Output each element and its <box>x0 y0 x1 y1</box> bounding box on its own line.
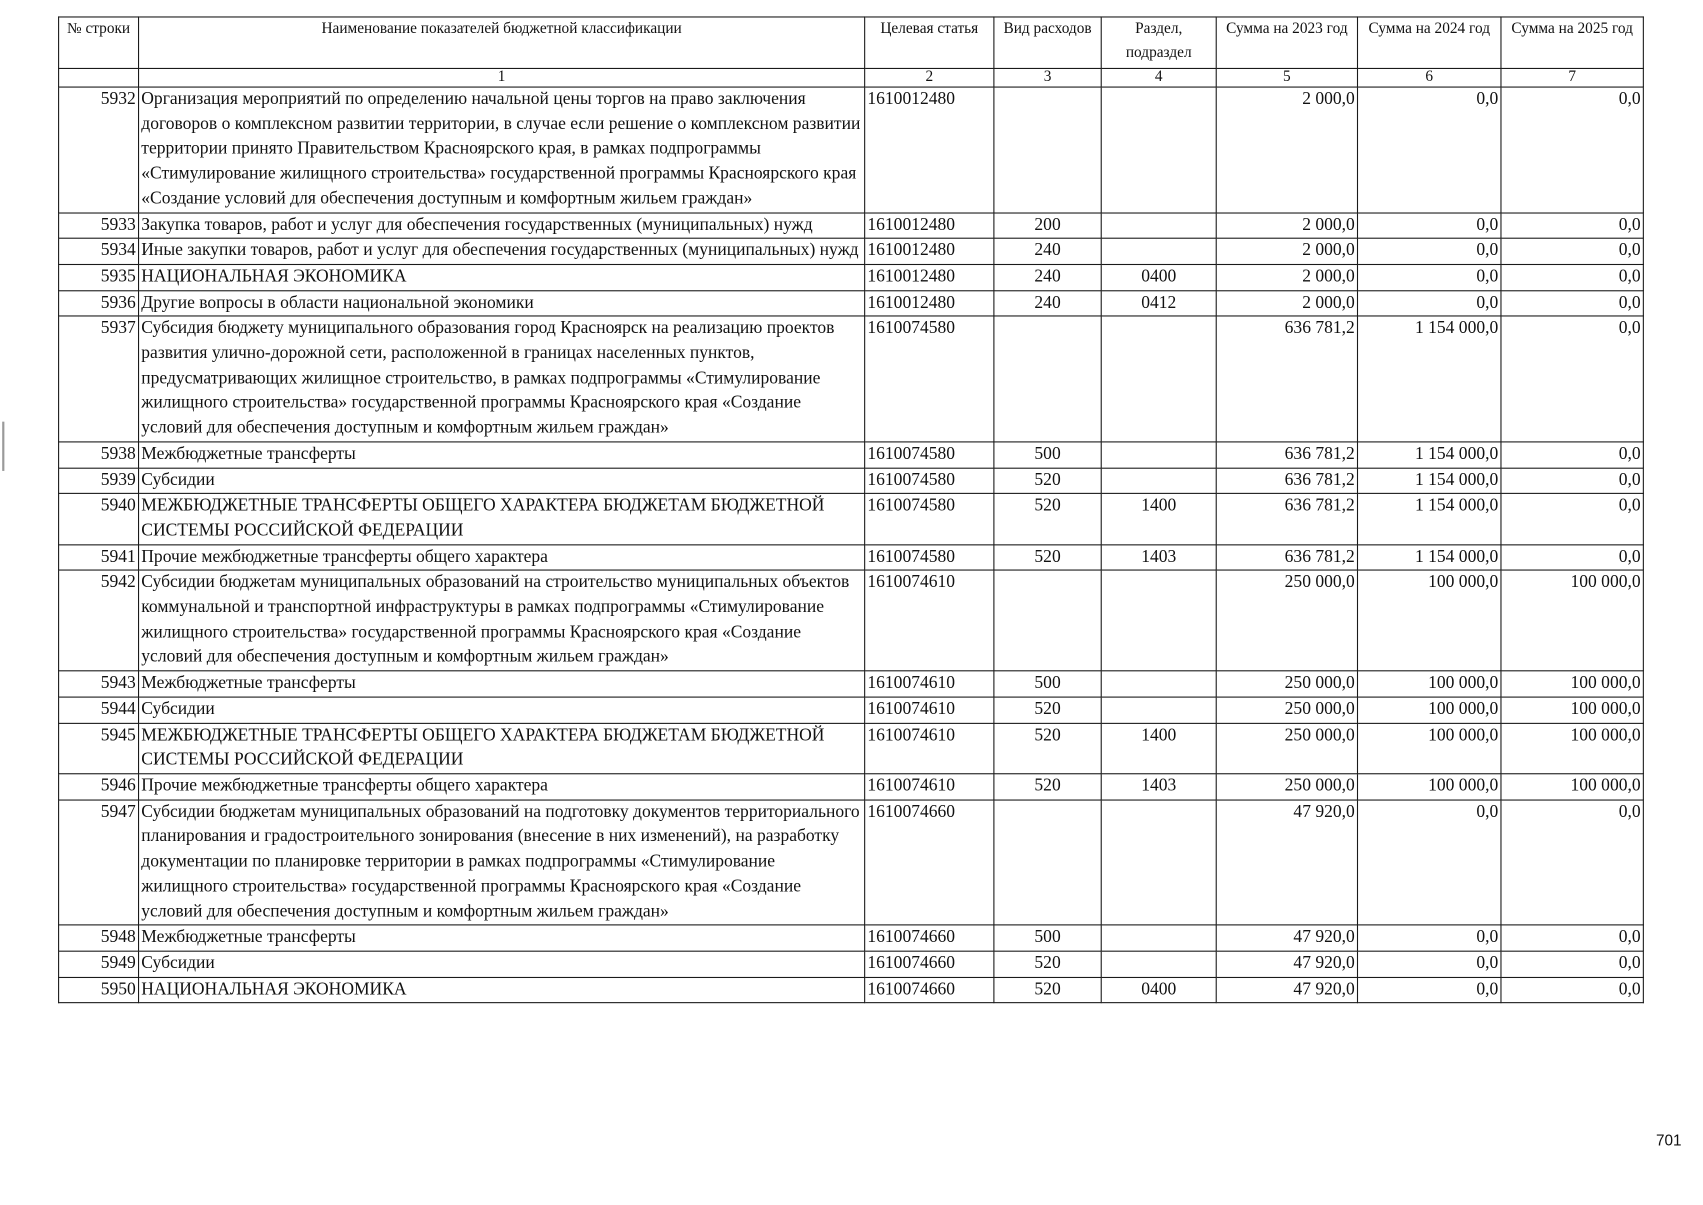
target-article-cell: 1610074660 <box>865 977 994 1003</box>
indicator-name-cell: Субсидии <box>139 951 865 977</box>
sum-2025-cell: 0,0 <box>1501 544 1643 570</box>
table-row <box>59 774 1644 800</box>
expense-type-cell: 240 <box>994 264 1101 290</box>
section-cell <box>1101 800 1216 925</box>
row-number-cell: 5944 <box>59 697 139 723</box>
sum-2025-cell: 0,0 <box>1501 290 1643 316</box>
header-sum-2023: Сумма на 2023 год <box>1216 17 1357 68</box>
sum-2024-cell: 100 000,0 <box>1358 697 1501 723</box>
expense-type-cell <box>994 800 1101 925</box>
table-row <box>59 723 1644 774</box>
row-number-cell: 5947 <box>59 800 139 925</box>
column-number-row <box>59 68 1644 87</box>
table-row <box>59 671 1644 697</box>
sum-2023-cell: 2 000,0 <box>1216 238 1357 264</box>
expense-type-cell: 520 <box>994 977 1101 1003</box>
indicator-name-cell: НАЦИОНАЛЬНАЯ ЭКОНОМИКА <box>139 264 865 290</box>
sum-2023-cell: 2 000,0 <box>1216 264 1357 290</box>
column-number-cell: 2 <box>865 68 994 87</box>
sum-2025-cell: 0,0 <box>1501 951 1643 977</box>
sum-2023-cell: 47 920,0 <box>1216 977 1357 1003</box>
sum-2025-cell: 0,0 <box>1501 977 1643 1003</box>
section-cell: 0412 <box>1101 290 1216 316</box>
table-row <box>59 925 1644 951</box>
target-article-cell: 1610074580 <box>865 316 994 441</box>
row-number-cell: 5932 <box>59 87 139 212</box>
sum-2024-cell: 0,0 <box>1358 951 1501 977</box>
target-article-cell: 1610074610 <box>865 697 994 723</box>
sum-2024-cell: 1 154 000,0 <box>1358 316 1501 441</box>
header-expense-type: Вид расходов <box>994 17 1101 68</box>
target-article-cell: 1610012480 <box>865 264 994 290</box>
indicator-name-cell: Субсидии <box>139 468 865 494</box>
sum-2024-cell: 0,0 <box>1358 212 1501 238</box>
sum-2023-cell: 47 920,0 <box>1216 800 1357 925</box>
section-cell <box>1101 316 1216 441</box>
section-cell: 0400 <box>1101 977 1216 1003</box>
row-number-cell: 5946 <box>59 774 139 800</box>
indicator-name-cell: Субсидии бюджетам муниципальных образований на подготовку документов территориального планирования и градостроительного зонирования (внесение в них изменений), на разработку документации по планировке территории в рамках подпрограммы «Стимулирование жилищного строительства» государственной программы Красноярского края «Создание условий для обеспечения доступным и комфортным жильем граждан» <box>139 800 865 925</box>
expense-type-cell: 520 <box>994 494 1101 545</box>
sum-2023-cell: 636 781,2 <box>1216 442 1357 468</box>
indicator-name-cell: НАЦИОНАЛЬНАЯ ЭКОНОМИКА <box>139 977 865 1003</box>
table-row <box>59 264 1644 290</box>
target-article-cell: 1610074580 <box>865 442 994 468</box>
indicator-name-cell: Организация мероприятий по определению начальной цены торгов на право заключения договоров о комплексном развитии территории, в случае если решение о комплексном развитии территории принято Правительством Красноярского края, в рамках подпрограммы «Стимулирование жилищного строительства» государственной программы Красноярского края «Создание условий для обеспечения доступным и комфортным жильем граждан» <box>139 87 865 212</box>
column-number-cell: 7 <box>1501 68 1643 87</box>
sum-2025-cell: 0,0 <box>1501 87 1643 212</box>
section-cell <box>1101 671 1216 697</box>
sum-2025-cell: 100 000,0 <box>1501 671 1643 697</box>
budget-table <box>58 16 1644 1003</box>
sum-2023-cell: 250 000,0 <box>1216 723 1357 774</box>
target-article-cell: 1610074660 <box>865 925 994 951</box>
expense-type-cell: 520 <box>994 723 1101 774</box>
sum-2023-cell: 636 781,2 <box>1216 468 1357 494</box>
sum-2025-cell: 0,0 <box>1501 468 1643 494</box>
target-article-cell: 1610074610 <box>865 723 994 774</box>
expense-type-cell: 500 <box>994 442 1101 468</box>
row-number-cell: 5937 <box>59 316 139 441</box>
expense-type-cell: 500 <box>994 671 1101 697</box>
sum-2024-cell: 100 000,0 <box>1358 723 1501 774</box>
section-cell: 0400 <box>1101 264 1216 290</box>
expense-type-cell: 520 <box>994 544 1101 570</box>
section-cell <box>1101 697 1216 723</box>
header-target-article: Целевая статья <box>865 17 994 68</box>
sum-2023-cell: 250 000,0 <box>1216 671 1357 697</box>
row-number-cell: 5934 <box>59 238 139 264</box>
target-article-cell: 1610074660 <box>865 951 994 977</box>
table-row <box>59 800 1644 925</box>
section-cell <box>1101 212 1216 238</box>
target-article-cell: 1610012480 <box>865 87 994 212</box>
row-number-cell: 5936 <box>59 290 139 316</box>
row-number-cell: 5948 <box>59 925 139 951</box>
target-article-cell: 1610074610 <box>865 671 994 697</box>
indicator-name-cell: Прочие межбюджетные трансферты общего характера <box>139 544 865 570</box>
indicator-name-cell: Межбюджетные трансферты <box>139 671 865 697</box>
column-number-cell: 6 <box>1358 68 1501 87</box>
sum-2023-cell: 250 000,0 <box>1216 570 1357 671</box>
sum-2023-cell: 636 781,2 <box>1216 316 1357 441</box>
table-row <box>59 87 1644 212</box>
indicator-name-cell: МЕЖБЮДЖЕТНЫЕ ТРАНСФЕРТЫ ОБЩЕГО ХАРАКТЕРА БЮДЖЕТАМ БЮДЖЕТНОЙ СИСТЕМЫ РОССИЙСКОЙ ФЕДЕРАЦИИ <box>139 723 865 774</box>
expense-type-cell <box>994 316 1101 441</box>
row-number-cell: 5938 <box>59 442 139 468</box>
section-cell <box>1101 925 1216 951</box>
sum-2023-cell: 2 000,0 <box>1216 290 1357 316</box>
sum-2024-cell: 1 154 000,0 <box>1358 468 1501 494</box>
table-row <box>59 977 1644 1003</box>
column-number-cell: 5 <box>1216 68 1357 87</box>
target-article-cell: 1610012480 <box>865 290 994 316</box>
sum-2023-cell: 47 920,0 <box>1216 925 1357 951</box>
sum-2024-cell: 100 000,0 <box>1358 774 1501 800</box>
expense-type-cell: 500 <box>994 925 1101 951</box>
table-row <box>59 442 1644 468</box>
expense-type-cell: 520 <box>994 951 1101 977</box>
expense-type-cell: 520 <box>994 468 1101 494</box>
indicator-name-cell: Субсидия бюджету муниципального образования город Красноярск на реализацию проектов развития улично-дорожной сети, расположенной в границах населенных пунктов, предусматривающих жилищное строительство, в рамках подпрограммы «Стимулирование жилищного строительства» государственной программы Красноярского края «Создание условий для обеспечения доступным и комфортным жильем граждан» <box>139 316 865 441</box>
section-cell: 1400 <box>1101 494 1216 545</box>
row-number-cell: 5933 <box>59 212 139 238</box>
page-number: 701 <box>1655 1131 1682 1149</box>
indicator-name-cell: Межбюджетные трансферты <box>139 925 865 951</box>
table-row <box>59 316 1644 441</box>
sum-2025-cell: 0,0 <box>1501 238 1643 264</box>
section-cell <box>1101 442 1216 468</box>
indicator-name-cell: МЕЖБЮДЖЕТНЫЕ ТРАНСФЕРТЫ ОБЩЕГО ХАРАКТЕРА БЮДЖЕТАМ БЮДЖЕТНОЙ СИСТЕМЫ РОССИЙСКОЙ ФЕДЕРАЦИИ <box>139 494 865 545</box>
sum-2024-cell: 0,0 <box>1358 925 1501 951</box>
column-number-cell: 4 <box>1101 68 1216 87</box>
sum-2025-cell: 0,0 <box>1501 264 1643 290</box>
sum-2024-cell: 100 000,0 <box>1358 570 1501 671</box>
column-number-cell: 3 <box>994 68 1101 87</box>
row-number-cell: 5942 <box>59 570 139 671</box>
section-cell <box>1101 87 1216 212</box>
header-section: Раздел, подраздел <box>1101 17 1216 68</box>
sum-2024-cell: 0,0 <box>1358 800 1501 925</box>
sum-2023-cell: 250 000,0 <box>1216 697 1357 723</box>
sum-2024-cell: 0,0 <box>1358 87 1501 212</box>
row-number-cell: 5949 <box>59 951 139 977</box>
expense-type-cell: 240 <box>994 290 1101 316</box>
sum-2025-cell: 0,0 <box>1501 212 1643 238</box>
sum-2024-cell: 0,0 <box>1358 290 1501 316</box>
section-cell: 1403 <box>1101 544 1216 570</box>
table-row <box>59 212 1644 238</box>
section-cell: 1400 <box>1101 723 1216 774</box>
section-cell <box>1101 468 1216 494</box>
section-cell <box>1101 570 1216 671</box>
sum-2023-cell: 47 920,0 <box>1216 951 1357 977</box>
sum-2024-cell: 100 000,0 <box>1358 671 1501 697</box>
header-name: Наименование показателей бюджетной классификации <box>139 17 865 68</box>
sum-2023-cell: 250 000,0 <box>1216 774 1357 800</box>
sum-2025-cell: 100 000,0 <box>1501 697 1643 723</box>
sum-2024-cell: 1 154 000,0 <box>1358 544 1501 570</box>
sum-2024-cell: 1 154 000,0 <box>1358 442 1501 468</box>
row-number-cell: 5945 <box>59 723 139 774</box>
target-article-cell: 1610074580 <box>865 544 994 570</box>
table-header <box>59 17 1644 68</box>
target-article-cell: 1610074610 <box>865 774 994 800</box>
row-number-cell: 5943 <box>59 671 139 697</box>
table-row <box>59 951 1644 977</box>
sum-2025-cell: 0,0 <box>1501 925 1643 951</box>
indicator-name-cell: Субсидии бюджетам муниципальных образований на строительство муниципальных объектов коммунальной и транспортной инфраструктуры в рамках подпрограммы «Стимулирование жилищного строительства» государственной программы Красноярского края «Создание условий для обеспечения доступным и комфортным жильем граждан» <box>139 570 865 671</box>
table-row <box>59 468 1644 494</box>
sum-2025-cell: 100 000,0 <box>1501 570 1643 671</box>
row-number-cell: 5940 <box>59 494 139 545</box>
target-article-cell: 1610074580 <box>865 468 994 494</box>
table-row <box>59 494 1644 545</box>
sum-2025-cell: 100 000,0 <box>1501 723 1643 774</box>
sum-2024-cell: 0,0 <box>1358 264 1501 290</box>
expense-type-cell: 520 <box>994 697 1101 723</box>
header-row-number: № строки <box>59 17 139 68</box>
expense-type-cell <box>994 570 1101 671</box>
header-sum-2024: Сумма на 2024 год <box>1358 17 1501 68</box>
indicator-name-cell: Иные закупки товаров, работ и услуг для обеспечения государственных (муниципальных) нужд <box>139 238 865 264</box>
indicator-name-cell: Другие вопросы в области национальной экономики <box>139 290 865 316</box>
section-cell: 1403 <box>1101 774 1216 800</box>
column-number-cell: 1 <box>139 68 865 87</box>
sum-2024-cell: 0,0 <box>1358 238 1501 264</box>
section-cell <box>1101 238 1216 264</box>
sum-2024-cell: 0,0 <box>1358 977 1501 1003</box>
table-body <box>59 87 1644 1003</box>
table-row <box>59 697 1644 723</box>
target-article-cell: 1610074610 <box>865 570 994 671</box>
expense-type-cell: 240 <box>994 238 1101 264</box>
expense-type-cell <box>994 87 1101 212</box>
sum-2025-cell: 0,0 <box>1501 494 1643 545</box>
target-article-cell: 1610074580 <box>865 494 994 545</box>
indicator-name-cell: Субсидии <box>139 697 865 723</box>
row-number-cell: 5939 <box>59 468 139 494</box>
sum-2025-cell: 0,0 <box>1501 442 1643 468</box>
table-row <box>59 290 1644 316</box>
target-article-cell: 1610074660 <box>865 800 994 925</box>
sum-2025-cell: 0,0 <box>1501 800 1643 925</box>
sum-2025-cell: 100 000,0 <box>1501 774 1643 800</box>
column-numbers <box>59 68 1644 87</box>
indicator-name-cell: Межбюджетные трансферты <box>139 442 865 468</box>
row-number-cell: 5935 <box>59 264 139 290</box>
expense-type-cell: 520 <box>994 774 1101 800</box>
header-sum-2025: Сумма на 2025 год <box>1501 17 1643 68</box>
sum-2023-cell: 636 781,2 <box>1216 544 1357 570</box>
table-row <box>59 238 1644 264</box>
scan-margin-mark <box>2 422 4 471</box>
row-number-cell: 5941 <box>59 544 139 570</box>
sum-2023-cell: 636 781,2 <box>1216 494 1357 545</box>
row-number-cell: 5950 <box>59 977 139 1003</box>
target-article-cell: 1610012480 <box>865 212 994 238</box>
table-row <box>59 544 1644 570</box>
expense-type-cell: 200 <box>994 212 1101 238</box>
sum-2023-cell: 2 000,0 <box>1216 212 1357 238</box>
column-number-cell <box>59 68 139 87</box>
section-cell <box>1101 951 1216 977</box>
target-article-cell: 1610012480 <box>865 238 994 264</box>
indicator-name-cell: Закупка товаров, работ и услуг для обеспечения государственных (муниципальных) нужд <box>139 212 865 238</box>
sum-2024-cell: 1 154 000,0 <box>1358 494 1501 545</box>
indicator-name-cell: Прочие межбюджетные трансферты общего характера <box>139 774 865 800</box>
sum-2023-cell: 2 000,0 <box>1216 87 1357 212</box>
sum-2025-cell: 0,0 <box>1501 316 1643 441</box>
table-row <box>59 570 1644 671</box>
